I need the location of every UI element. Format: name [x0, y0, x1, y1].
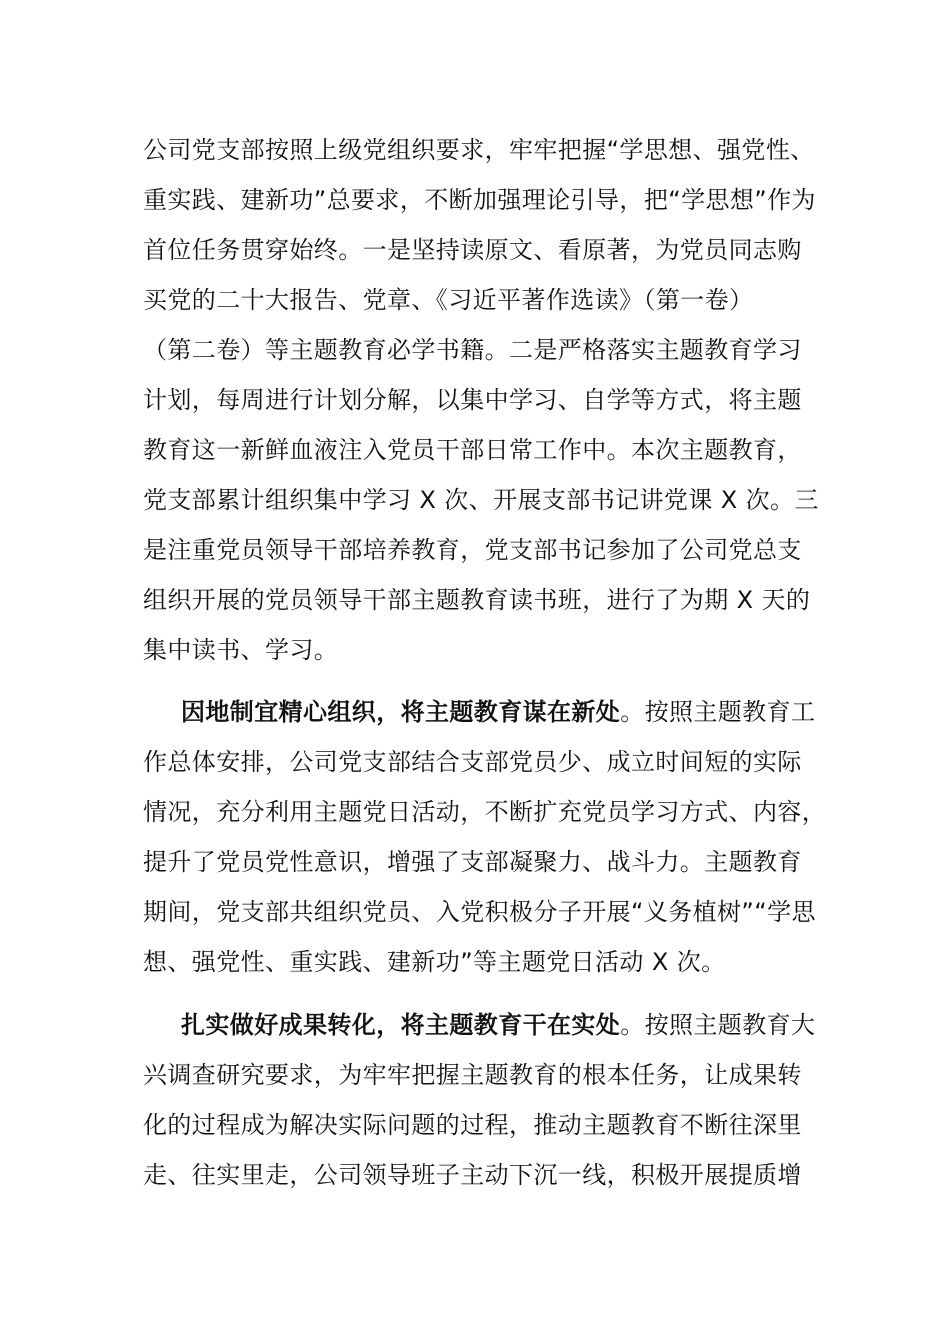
paragraph-results-transformation [143, 1000, 816, 1200]
paragraph-heading: 因地制宜精心组织，将主题教育谋在新处 [181, 698, 621, 726]
text-line: 化的过程成为解决实际问题的过程，推动主题教育不断往深里 [143, 1111, 802, 1139]
text-line: 买党的二十大报告、党章、《习近平著作选读》（第一卷） [143, 286, 754, 314]
text-line: 是注重党员领导干部培养教育，党支部书记参加了公司党总支 [143, 536, 802, 564]
paragraph-local-organization [143, 687, 827, 987]
text-line: 期间，党支部共组织党员、入党积极分子开展“义务植树”“学思 [143, 898, 816, 926]
text-line: 组织开展的党员领导干部主题教育读书班，进行了为期 X 天的 [143, 586, 811, 614]
paragraph-first-line-text: 。按照主题教育工 [620, 698, 816, 726]
paragraph-study-thought [143, 125, 819, 675]
text-line: 走、往实里走，公司领导班子主动下沉一线，积极开展提质增 [143, 1161, 802, 1189]
text-line: 党支部累计组织集中学习 X 次、开展支部书记讲党课 X 次。三 [143, 486, 819, 514]
text-line: 首位任务贯穿始终。一是坚持读原文、看原著，为党员同志购 [143, 236, 802, 264]
text-line: 计划，每周进行计划分解，以集中学习、自学等方式，将主题 [143, 386, 802, 414]
paragraph-heading: 扎实做好成果转化，将主题教育干在实处 [181, 1011, 621, 1039]
text-line: 兴调查研究要求，为牢牢把握主题教育的根本任务，让成果转 [143, 1061, 802, 1089]
paragraph-first-line [143, 1000, 816, 1050]
text-line: 教育这一新鲜血液注入党员干部日常工作中。本次主题教育， [143, 436, 802, 464]
text-line: 想、强党性、重实践、建新功”等主题党日活动 X 次。 [143, 948, 726, 976]
text-line: 集中读书、学习。 [143, 636, 339, 664]
text-line: 作总体安排，公司党支部结合支部党员少、成立时间短的实际 [143, 748, 802, 776]
text-line: 提升了党员党性意识，增强了支部凝聚力、战斗力。主题教育 [143, 848, 802, 876]
text-line: 情况，充分利用主题党日活动，不断扩充党员学习方式、内容， [143, 798, 827, 826]
paragraph-first-line [143, 687, 816, 737]
text-line: （第二卷）等主题教育必学书籍。二是严格落实主题教育学习 [143, 336, 802, 364]
paragraph-first-line-text: 。按照主题教育大 [620, 1011, 816, 1039]
text-line: 公司党支部按照上级党组织要求，牢牢把握“学思想、强党性、 [143, 136, 815, 164]
text-line: 重实践、建新功”总要求，不断加强理论引导，把“学思想”作为 [143, 186, 816, 214]
